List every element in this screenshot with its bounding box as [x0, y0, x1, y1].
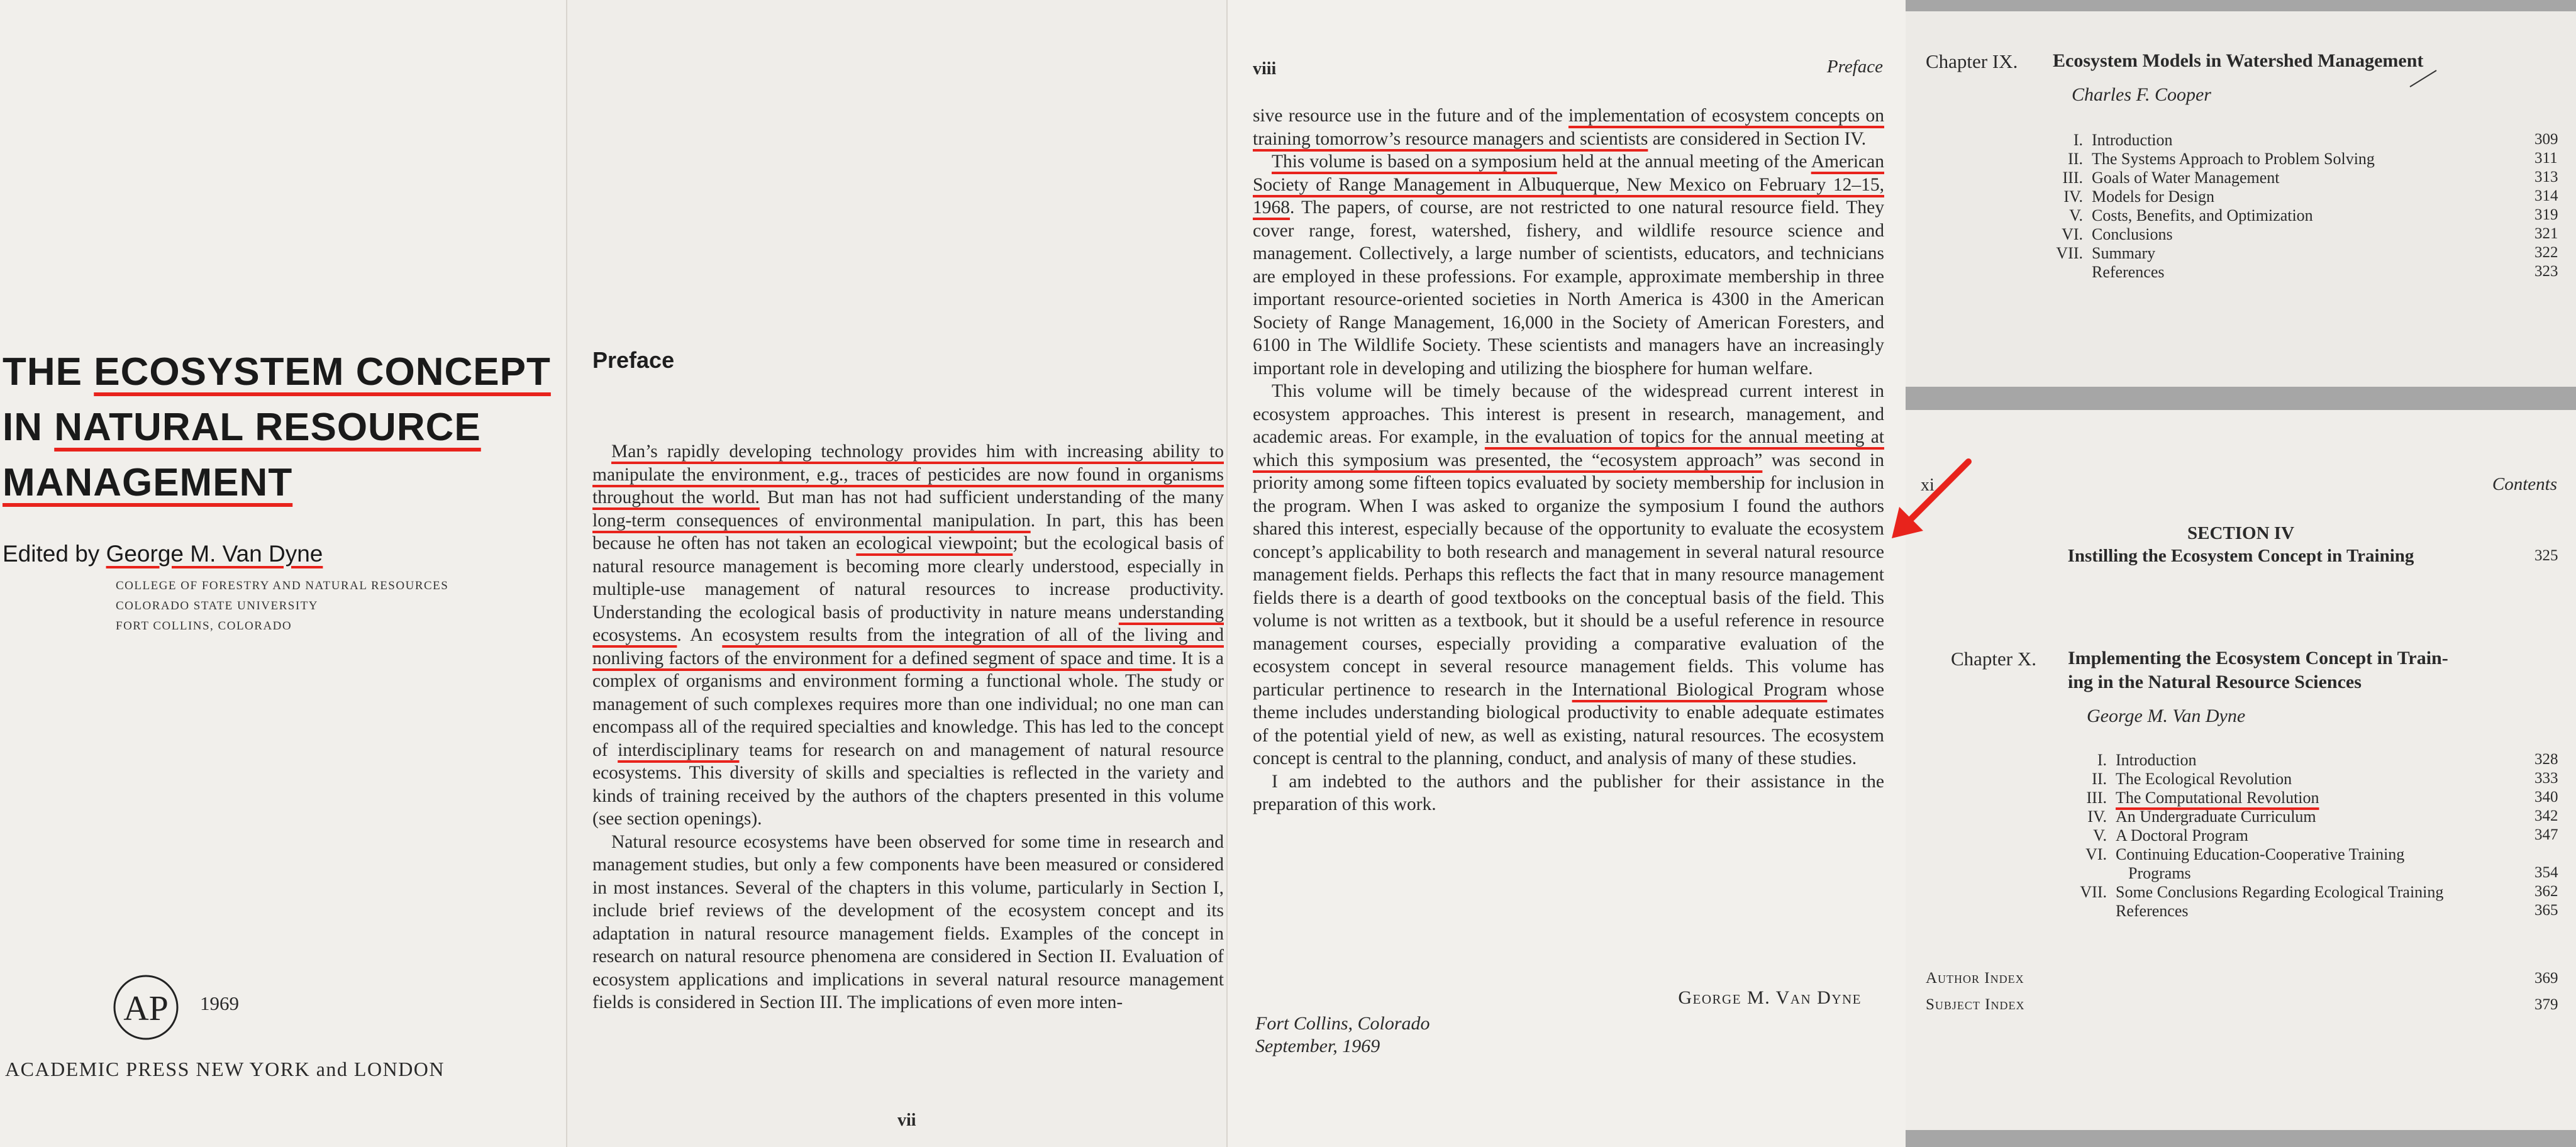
title-word: IN — [3, 406, 55, 449]
text-run: This volume will be timely because of the widespread current interest in ecosystem approaches. This interest is present in research, management, and academic areas. For example, — [1253, 381, 1884, 447]
chapter-title: ing in the Natural Resource Sciences — [2068, 672, 2362, 692]
toc-item-title: An Undergraduate Curriculum — [2116, 807, 2316, 826]
edited-prefix: Edited by — [3, 541, 106, 567]
toc-item-page: 362 — [2534, 883, 2558, 900]
underlined-text: understanding ecosystems — [592, 602, 1224, 645]
publication-year: 1969 — [200, 992, 239, 1014]
toc-item-page: 333 — [2534, 770, 2558, 787]
paragraph: I am indebted to the authors and the publisher for their assistance in the preparation of this work. — [1253, 771, 1884, 814]
toc-item-title: References — [2116, 902, 2189, 920]
page-gap — [1906, 1130, 2576, 1147]
title-highlight: ECOSYSTEM CONCEPT — [94, 350, 551, 394]
page-gap — [1906, 387, 2576, 410]
text-run: held at the annual meeting of the — [1557, 152, 1811, 172]
toc-item-title: Continuing Education-Cooperative Training — [2116, 845, 2405, 863]
toc-item-page: 365 — [2534, 902, 2558, 919]
title-word: THE — [3, 350, 94, 394]
toc-item-page: 340 — [2534, 789, 2558, 806]
preface-body — [592, 440, 1224, 1014]
chapter-label: Chapter IX. — [1926, 50, 2018, 72]
date: September, 1969 — [1255, 1036, 1380, 1056]
toc-item-title: The Ecological Revolution — [2116, 770, 2292, 788]
underlined-text: International Biological Program — [1572, 679, 1828, 700]
text-run: ; but the ecological basis of natural resource management is becoming more clearly understood, especially in multiple-use management of natural resources to increase productivity. Understanding the ecological basis of productivity in nature means — [592, 533, 1224, 623]
toc-item-page: 323 — [2534, 263, 2558, 280]
toc-item-page: 313 — [2534, 169, 2558, 186]
toc-item-number: V. — [2069, 206, 2083, 224]
place-date — [1255, 1012, 1430, 1058]
publisher-line: ACADEMIC PRESS NEW YORK and LONDON — [5, 1058, 445, 1080]
toc-item-number: I. — [2073, 131, 2083, 149]
affiliation-line: COLORADO STATE UNIVERSITY — [116, 599, 319, 612]
red-arrow-icon — [1880, 455, 1981, 556]
underlined-text: Man’s rapidly developing technology provides him with increasing ability to manipulate the environment, e.g., traces of pesticides are now found in organisms throughout the world. — [592, 441, 1224, 507]
toc-item-number: III. — [2086, 789, 2107, 807]
paragraph — [1253, 380, 1884, 770]
chapter-label: Chapter X. — [1951, 648, 2037, 670]
paragraph — [1253, 104, 1884, 150]
toc-item-number: II. — [2092, 770, 2107, 788]
text-run: . An — [677, 625, 723, 645]
contents-page-top — [1906, 11, 2576, 387]
toc-item-page: 319 — [2534, 206, 2558, 223]
page-number: vii — [897, 1111, 916, 1130]
subject-index-page: 379 — [2534, 996, 2558, 1013]
chapter-title: Ecosystem Models in Watershed Management — [2053, 50, 2424, 71]
preface-heading: Preface — [592, 347, 675, 373]
title-highlight: MANAGEMENT — [3, 461, 293, 504]
underlined-text: implementation of ecosystem concepts on training tomorrow’s resource managers and scientists — [1253, 106, 1884, 149]
text-run: . In part, this has been because he often has not taken an — [592, 510, 1224, 553]
place: Fort Collins, Colorado — [1255, 1013, 1430, 1034]
underlined-text: ecological viewpoint — [856, 533, 1013, 553]
affiliation-line: COLLEGE OF FORESTRY AND NATURAL RESOURCES — [116, 579, 449, 592]
underlined-text: in the evaluation of topics for the annual meeting at which this symposium was presented, the “ecosystem approach” — [1253, 427, 1884, 470]
page-number: xi — [1921, 475, 1935, 495]
underlined-text: ecosystem results from the integration of all of the living and nonliving factors of the environment for a defined segment of space and time — [592, 625, 1224, 668]
toc-item-page: 322 — [2534, 244, 2558, 261]
toc-item-title: Programs — [2128, 864, 2191, 882]
paragraph — [1253, 150, 1884, 380]
pen-mark-icon — [2406, 65, 2444, 91]
toc-item-title: Introduction — [2092, 131, 2173, 149]
toc-item-number: IV. — [2063, 187, 2083, 206]
toc-item-number: V. — [2093, 826, 2107, 845]
chapter-author: Charles F. Cooper — [2072, 84, 2211, 105]
toc-item-title: Models for Design — [2092, 187, 2214, 206]
subject-index-label: Subject Index — [1926, 996, 2025, 1013]
title-page — [0, 0, 566, 1147]
underlined-text: This volume is based on a symposium — [1272, 152, 1557, 172]
text-run: was second in priority among some fifteen topics evaluated by society membership for inclusion in the program. When I was asked to organize the symposium I found the authors shared this interest, especially because of the opportunity to evaluate the ecosystem concept’s applicability to both research and management in several natural resource management fields. Perhaps this reflects the fact that in many resource management fields there is a dearth of good textbooks on the conceptual basis of the field. This volume is not written as a textbook, but it should be a useful reference in resource management courses, especially providing a comparative evaluation of the ecosystem concept in several resource management fields. This volume has particular pertinence to research in the — [1253, 450, 1884, 700]
underlined-text: interdisciplinary — [618, 740, 740, 760]
toc-item-number: VI. — [2062, 225, 2083, 243]
paragraph — [592, 440, 1224, 831]
toc-item-title: The Systems Approach to Problem Solving — [2092, 150, 2375, 168]
preface-page — [566, 0, 1226, 1147]
author-index-label: Author Index — [1926, 970, 2024, 987]
underlined-text: long-term consequences of environmental manipulation — [592, 510, 1031, 531]
toc-item-page: 342 — [2534, 807, 2558, 824]
toc-item-number: I. — [2097, 751, 2107, 769]
section-title: Instilling the Ecosystem Concept in Training — [2067, 546, 2414, 566]
underlined-text: American Society of Range Management in Albuquerque, New Mexico on February 12–15, 1968 — [1253, 152, 1884, 218]
toc-item-title: References — [2092, 263, 2165, 281]
text-run: whose theme includes understanding biological productivity to enable adequate estimates of the potential yield of new, as well as existing, natural resources. The ecosystem concept is central to the planning, conduct, and analysis of many of these studies. — [1253, 679, 1884, 768]
toc-item-page: 354 — [2534, 864, 2558, 881]
toc-item-title: Summary — [2092, 244, 2156, 262]
logo-text: AP — [123, 989, 169, 1028]
toc-item-number: II. — [2068, 150, 2083, 168]
toc-item-number: VII. — [2056, 244, 2083, 262]
paragraph: Natural resource ecosystems have been observed for some time in research and management studies, but only a few components have been measured or considered in most instances. Several of the chapters in this volume, particularly in Section I, include brief reviews of the development of the ecosystem concept and its adaptation in natural resource management fields. Examples of the concept in research on natural resource phenomena are considered in Section II. Evaluation of ecosystem applications and implications in several natural resource management fields is considered in Section III. The implications of even more inten- — [592, 831, 1224, 1012]
page-gap — [1906, 0, 2576, 11]
running-head: Preface — [1826, 57, 1883, 77]
preface-continued-page — [1226, 0, 1906, 1147]
toc-item-page: 347 — [2534, 826, 2558, 843]
toc-item-number: III. — [2062, 169, 2083, 187]
toc-item-title: A Doctoral Program — [2116, 826, 2248, 845]
toc-item-title: Introduction — [2116, 751, 2197, 769]
toc-item-title: Costs, Benefits, and Optimization — [2092, 206, 2313, 224]
text-run: But man has not had sufficient understanding of the many — [759, 487, 1224, 507]
affiliation — [116, 576, 448, 636]
section-label: SECTION IV — [2187, 523, 2295, 543]
toc-item-number: VII. — [2080, 883, 2107, 901]
toc-item-title: The Computational Revolution — [2116, 789, 2319, 807]
affiliation-line: FORT COLLINS, COLORADO — [116, 619, 292, 633]
author-index-page: 369 — [2534, 970, 2558, 987]
toc-item-number: VI. — [2085, 845, 2107, 863]
running-head: Contents — [2492, 474, 2557, 494]
preface-continued-body — [1253, 104, 1884, 816]
title-highlight: NATURAL RESOURCE — [54, 406, 481, 449]
text-run: . The papers, of course, are not restricted to one natural resource field. They cover range, forest, watershed, fishery, and wildlife resource science and management. Collectively, a large number of scientists, educators, and technicians are employed in these professions. For example, approximate membership in three important resource-oriented societies in North America is 4300 in the American Society of Range Management, 16,000 in the Society of American Foresters, and 6100 in The Wildlife Society. These scientists and managers have an increasingly important role in developing and utilizing the biosphere for human welfare. — [1253, 197, 1884, 379]
toc-item-title: Goals of Water Management — [2092, 169, 2280, 187]
toc-item-title: Some Conclusions Regarding Ecological Training — [2116, 883, 2444, 901]
text-run: sive resource use in the future and of the — [1253, 106, 1568, 126]
toc-item-page: 321 — [2534, 225, 2558, 242]
text-run: teams for research on and management of natural resource ecosystems. This diversity of skills and specialties is reflected in the variety and kinds of training received by the authors of the chapters presented in this volume (see section openings). — [592, 740, 1224, 829]
text-run: are considered in Section IV. — [1648, 128, 1867, 149]
section-page: 325 — [2534, 547, 2558, 564]
chapter-title: Implementing the Ecosystem Concept in Train- — [2068, 648, 2448, 668]
toc-item-page: 311 — [2534, 150, 2558, 167]
toc-item-page: 309 — [2534, 131, 2558, 148]
contents-page-bottom — [1906, 410, 2576, 1130]
page-number: viii — [1253, 59, 1277, 79]
publisher-logo-icon — [112, 973, 180, 1041]
toc-item-page: 328 — [2534, 751, 2558, 768]
editor-name: George M. Van Dyne — [106, 541, 323, 567]
toc-item-page: 314 — [2534, 187, 2558, 204]
chapter-author: George M. Van Dyne — [2087, 706, 2246, 726]
book-title — [3, 345, 566, 511]
text-run: . It is a complex of organisms and environment forming a functional whole. The study or management of such complexes requires more than one individual; no one man can encompass all of the required specialties and knowledge. This has led to the concept of — [592, 648, 1224, 760]
toc-item-number: IV. — [2087, 807, 2107, 826]
toc-item-title: Conclusions — [2092, 225, 2173, 243]
edited-by — [3, 541, 323, 567]
signature: George M. Van Dyne — [1678, 987, 1862, 1008]
